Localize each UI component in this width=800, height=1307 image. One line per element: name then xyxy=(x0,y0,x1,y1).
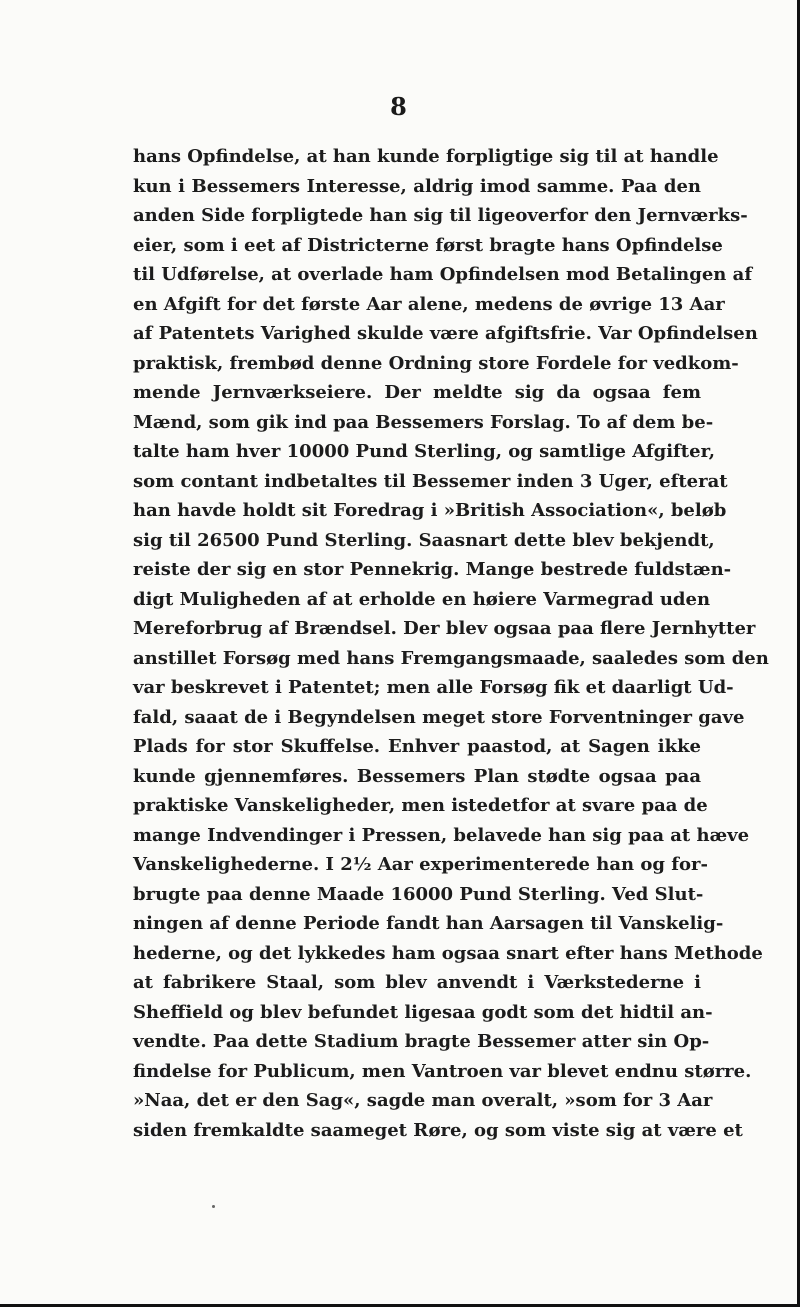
text-line: en Afgift for det første Aar alene, medens de øvrige 13 Aar xyxy=(133,293,725,315)
print-speck xyxy=(212,1205,215,1208)
text-line: af Patentets Varighed skulde være afgiftsfrie. Var Opfindelsen xyxy=(133,323,758,344)
text-line: mende Jernværkseiere. Der meldte sig da ogsaa fem xyxy=(133,382,701,403)
text-line: Plads for stor Skuffelse. Enhver paastod, at Sagen ikke xyxy=(133,736,701,757)
text-line: vendte. Paa dette Stadium bragte Bessemer atter sin Op- xyxy=(133,1031,710,1052)
text-line: reiste der sig en stor Pennekrig. Mange bestrede fuldstæn- xyxy=(133,559,732,580)
text-line: ningen af denne Periode fandt han Aarsagen til Vanskelig- xyxy=(133,913,724,934)
page-number: 8 xyxy=(390,92,407,121)
text-line: var beskrevet i Patentet; men alle Forsøg fik et daarligt Ud- xyxy=(133,677,734,698)
text-line: Sheffield og blev befundet ligesaa godt som det hidtil an- xyxy=(133,1001,713,1023)
text-line: Vanskelighederne. I 2½ Aar experimenterede han og for- xyxy=(133,854,708,875)
text-line: hans Opfindelse, at han kunde forpligtige sig til at handle xyxy=(133,146,719,167)
text-line: eier, som i eet af Districterne først bragte hans Opfindelse xyxy=(133,234,723,256)
text-line: fald, saaat de i Begyndelsen meget store Forventninger gave xyxy=(133,706,745,728)
text-line: han havde holdt sit Foredrag i »British Association«, beløb xyxy=(133,500,727,521)
text-line: sig til 26500 Pund Sterling. Saasnart dette blev bekjendt, xyxy=(133,529,715,551)
text-line: mange Indvendinger i Pressen, belavede han sig paa at hæve xyxy=(133,824,750,846)
text-line: brugte paa denne Maade 16000 Pund Sterling. Ved Slut- xyxy=(133,883,704,905)
text-line: kunde gjennemføres. Bessemers Plan stødte ogsaa paa xyxy=(133,765,701,787)
text-line: hederne, og det lykkedes ham ogsaa snart efter hans Methode xyxy=(133,942,763,964)
text-line: at fabrikere Staal, som blev anvendt i Værkstederne i xyxy=(133,972,701,993)
text-line: Mereforbrug af Brændsel. Der blev ogsaa paa flere Jernhytter xyxy=(133,618,756,639)
text-line: talte ham hver 10000 Pund Sterling, og samtlige Afgifter, xyxy=(133,441,716,462)
text-line: anden Side forpligtede han sig til ligeoverfor den Jernværks- xyxy=(133,205,748,226)
text-line: anstillet Forsøg med hans Fremgangsmaade, saaledes som den xyxy=(133,647,769,669)
text-line: findelse for Publicum, men Vantroen var blevet endnu større. xyxy=(133,1060,752,1082)
body-text xyxy=(133,142,769,1145)
text-line: praktiske Vanskeligheder, men istedetfor at svare paa de xyxy=(133,795,708,816)
text-line: kun i Bessemers Interesse, aldrig imod samme. Paa den xyxy=(133,175,701,197)
text-line: digt Muligheden af at erholde en høiere Varmegrad uden xyxy=(133,588,711,610)
text-line: »Naa, det er den Sag«, sagde man overalt, »som for 3 Aar xyxy=(133,1090,713,1111)
text-line: Mænd, som gik ind paa Bessemers Forslag. To af dem be- xyxy=(133,411,714,433)
text-line: siden fremkaldte saameget Røre, og som viste sig at være et xyxy=(133,1119,743,1141)
text-line: til Udførelse, at overlade ham Opfindelsen mod Betalingen af xyxy=(133,264,753,285)
text-line: praktisk, frembød denne Ordning store Fordele for vedkom- xyxy=(133,352,739,374)
text-line: som contant indbetaltes til Bessemer inden 3 Uger, efterat xyxy=(133,470,728,492)
